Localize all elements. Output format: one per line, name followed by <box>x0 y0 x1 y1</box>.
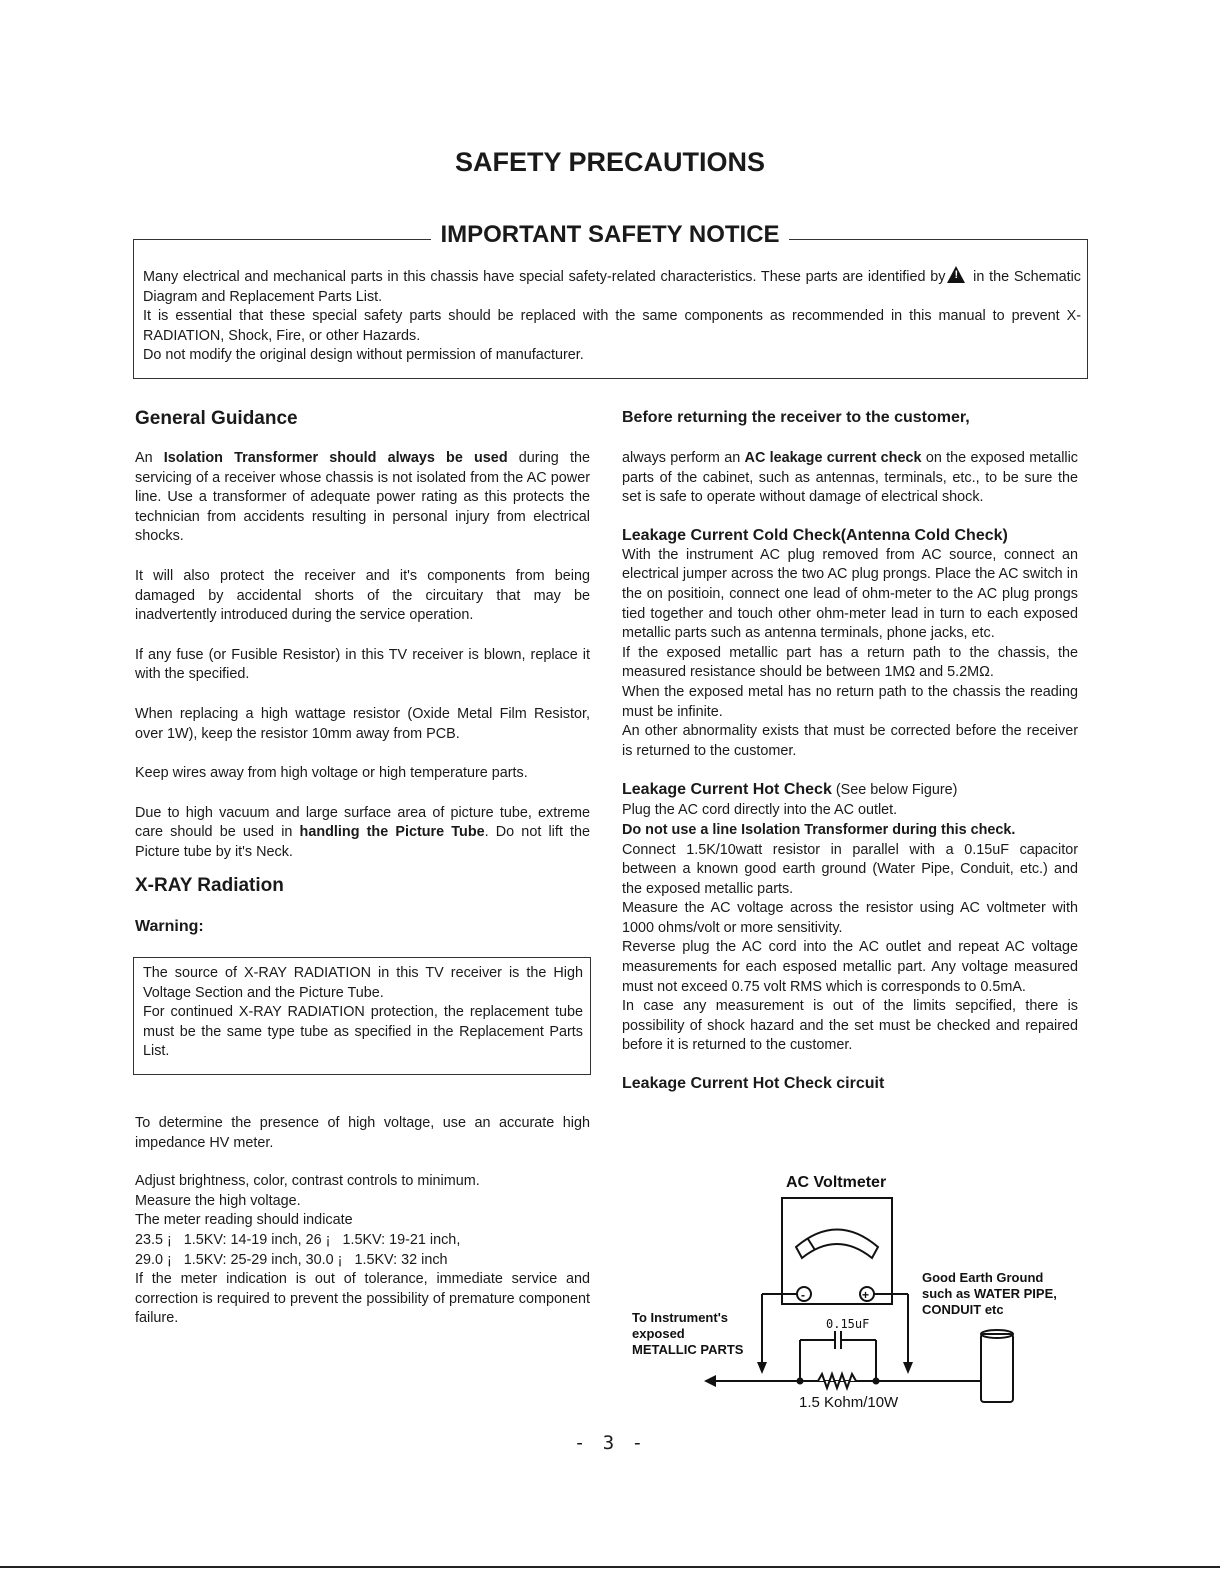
ground-label-line-3: CONDUIT etc <box>922 1302 1004 1317</box>
minus-sign: - <box>801 1288 805 1302</box>
hot-check-paragraph-3: Connect 1.5K/10watt resistor in parallel with a 0.15uF capacitor between a known good earth ground (Water Pipe, Conduit, etc.) and the exposed metallic parts. <box>622 841 1078 897</box>
cold-check-paragraph-2: If the exposed metallic part has a return path to the chassis, the measured resistance should be between 1MΩ and 5.2MΩ. <box>622 644 1078 681</box>
circuit-heading: Leakage Current Hot Check circuit <box>622 1075 885 1093</box>
left-column <box>135 406 590 863</box>
guidance-paragraph-picture-tube: Due to high vacuum and large surface area of picture tube, extreme care should be used in handling the Picture Tube. Do not lift the Picture tube by it's Neck. <box>135 804 591 860</box>
leakage-hot-check-circuit-diagram <box>620 1162 1090 1422</box>
warning-label: Warning: <box>135 918 204 935</box>
hv-values-1: 23.5 ¡ 1.5KV: 14-19 inch, 26 ¡ 1.5KV: 19-21 inch, <box>135 1231 461 1248</box>
hot-check-paragraph-1: Plug the AC cord directly into the AC outlet. <box>622 802 898 819</box>
bottom-rule <box>0 1566 1220 1568</box>
hot-check-paragraph-5: Reverse plug the AC cord into the AC outlet and repeat AC voltage measurements for each esposed metallic part. Any voltage measured must not exceed 0.75 volt RMS which is corresponds to 0.5mA. <box>622 939 1078 995</box>
hv-measure-section <box>135 1114 590 1329</box>
instrument-label-line-2: exposed <box>632 1326 685 1341</box>
ac-leakage-paragraph: always perform an AC leakage current check on the exposed metallic parts of the cabinet, such as antennas, terminals, etc., to be sure the set is safe to operate without damage of electrical shock. <box>622 450 1078 506</box>
xray-heading: X-RAY Radiation <box>135 875 284 896</box>
page-title: SAFETY PRECAUTIONS <box>454 147 766 177</box>
cold-check-paragraph-1: With the instrument AC plug removed from AC source, connect an electrical jumper across the two AC plug prongs. Place the AC switch in the on positioin, connect one lead of ohm-meter to the AC plug prongs tied together and touch other ohm-meter lead in turn to each exposed metallic parts such as antenna terminals, phone jacks, etc. <box>622 546 1078 642</box>
notice-paragraph-3: Do not modify the original design without permission of manufacturer. <box>143 347 584 364</box>
notice-heading: IMPORTANT SAFETY NOTICE <box>0 221 1220 249</box>
xray-box-paragraph-2: For continued X-RAY RADIATION protection, the replacement tube must be the same type tube as specified in the Replacement Parts List. <box>143 1004 583 1060</box>
ground-label-line-2: such as WATER PIPE, <box>922 1286 1057 1301</box>
voltmeter-needle-icon <box>808 1239 815 1250</box>
warning-triangle-icon <box>947 266 965 283</box>
hv-values-2: 29.0 ¡ 1.5KV: 25-29 inch, 30.0 ¡ 1.5KV: 32 inch <box>135 1251 448 1268</box>
hot-check-warning: Do not use a line Isolation Transformer during this check. <box>622 821 1016 838</box>
capacitor-label: 0.15uF <box>826 1317 870 1331</box>
right-column <box>622 406 1078 1094</box>
hot-check-heading: Leakage Current Hot Check <box>622 781 832 799</box>
before-returning-heading: Before returning the receiver to the customer, <box>622 409 970 426</box>
guidance-paragraph-fuse: If any fuse (or Fusible Resistor) in this TV receiver is blown, replace it with the specified. <box>135 646 590 683</box>
page-number: - 3 - <box>573 1432 647 1454</box>
hot-check-paragraph-4: Measure the AC voltage across the resistor using AC voltmeter with 1000 ohms/volt or more sensitivity. <box>622 900 1078 936</box>
voltmeter-dial-icon <box>796 1230 878 1259</box>
resistor-label: 1.5 Kohm/10W <box>799 1394 899 1411</box>
cold-check-heading: Leakage Current Cold Check(Antenna Cold Check) <box>622 526 1008 544</box>
guidance-paragraph-isolation: An Isolation Transformer should always be used during the servicing of a receiver whose chassis is not isolated from the AC power line. Use a transformer of adequate power rating as this protects the technician from accidents resulting in personal injury from electrical shocks. <box>135 450 590 545</box>
notice-paragraph-1: Many electrical and mechanical parts in this chassis have special safety-related characteristics. These parts are identified by! in the Schematic Diagram and Replacement Parts List. <box>143 266 1081 307</box>
instrument-label-line-3: METALLIC PARTS <box>632 1342 744 1357</box>
hot-check-note: (See below Figure) <box>831 782 958 799</box>
hv-paragraph: To determine the presence of high voltage, use an accurate high impedance HV meter. <box>135 1115 590 1151</box>
guidance-paragraph-wires: Keep wires away from high voltage or high temperature parts. <box>135 765 528 782</box>
notice-body <box>143 266 1081 366</box>
water-pipe-icon <box>981 1334 1013 1402</box>
resistor-icon <box>818 1374 856 1388</box>
notice-paragraph-2: It is essential that these special safety parts should be replaced with the same components as recommended in this manual to prevent X-RADIATION, Shock, Fire, or other Hazards. <box>143 308 1081 344</box>
hv-step-adjust: Adjust brightness, color, contrast controls to minimum. <box>135 1173 480 1190</box>
xray-box-paragraph-1: The source of X-RAY RADIATION in this TV receiver is the High Voltage Section and the Picture Tube. <box>143 965 583 1001</box>
hot-check-paragraph-6: In case any measurement is out of the limits sepcified, there is possibility of shock hazard and the set must be checked and repaired before it is returned to the customer. <box>622 998 1078 1054</box>
hot-check-heading-line <box>622 779 1078 801</box>
xray-warning-text <box>143 964 583 1062</box>
guidance-paragraph-protect: It will also protect the receiver and it's components from being damaged by accidental shorts of the circuitary that may be inadvertently introduced during the service operation. <box>135 567 590 624</box>
instrument-label-line-1: To Instrument's <box>632 1310 729 1325</box>
cold-check-paragraph-3: When the exposed metal has no return path to the chassis the reading must be infinite. <box>622 683 1078 720</box>
hv-step-measure: Measure the high voltage. <box>135 1192 301 1209</box>
general-guidance-heading: General Guidance <box>135 408 298 429</box>
hv-tolerance-paragraph: If the meter indication is out of tolerance, immediate service and correction is required to prevent the possibility of premature component failure. <box>135 1271 590 1327</box>
hv-step-reading: The meter reading should indicate <box>135 1212 353 1229</box>
plus-sign: + <box>862 1288 870 1302</box>
guidance-paragraph-resistor: When replacing a high wattage resistor (Oxide Metal Film Resistor, over 1W), keep the resistor 10mm away from PCB. <box>135 705 590 742</box>
cold-check-paragraph-4: An other abnormality exists that must be corrected before the receiver is returned to the customer. <box>622 723 1078 759</box>
ground-label-line-1: Good Earth Ground <box>922 1270 1044 1285</box>
voltmeter-label: AC Voltmeter <box>786 1174 887 1191</box>
